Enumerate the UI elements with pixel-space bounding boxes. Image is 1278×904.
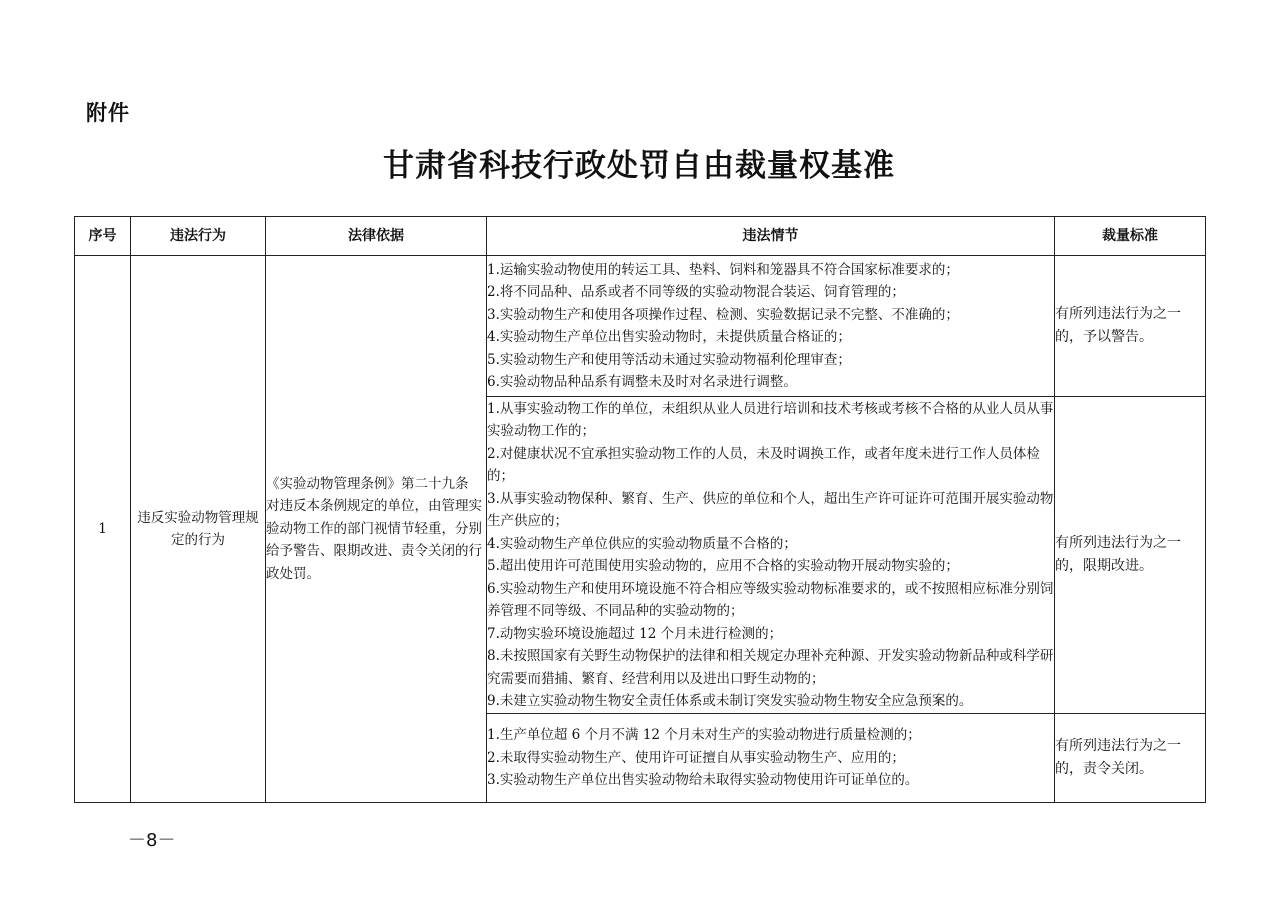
- detail-item: 3.从事实验动物保种、繁育、生产、供应的单位和个人，超出生产许可证许可范围开展实验动物生产供应的；: [487, 490, 1054, 529]
- detail-item: 1.运输实验动物使用的转运工具、垫料、饲料和笼器具不符合国家标准要求的；: [487, 261, 959, 278]
- detail-item: 4.实验动物生产单位出售实验动物时，未提供质量合格证的；: [487, 329, 851, 345]
- detail-item: 1.从事实验动物工作的单位，未组织从业人员进行培训和技术考核或考核不合格的从业人员从事实验动物工作的；: [487, 400, 1054, 439]
- detail-item: 6.实验动物品种品系有调整未及时对名录进行调整。: [487, 374, 797, 390]
- detail-item: 1.生产单位超 6 个月不满 12 个月未对生产的实验动物进行质量检测的；: [487, 727, 921, 744]
- detail-item: 5.实验动物生产和使用等活动未通过实验动物福利伦理审查；: [487, 351, 851, 368]
- standard-rectify: 有所列违法行为之一的，限期改进。: [1055, 397, 1206, 714]
- header-no: 序号: [75, 217, 131, 256]
- header-basis: 法律依据: [266, 217, 487, 256]
- header-standard: 裁量标准: [1055, 217, 1206, 256]
- table-row: [75, 256, 1206, 397]
- detail-item: 3.实验动物生产单位出售实验动物给未取得实验动物使用许可证单位的。: [487, 772, 919, 789]
- page-number: －8－: [128, 830, 176, 851]
- detail-item: 7.动物实验环境设施超过 12 个月未进行检测的；: [487, 625, 783, 642]
- detail-item: 4.实验动物生产单位供应的实验动物质量不合格的；: [487, 535, 797, 552]
- detail-item: 2.未取得实验动物生产、使用许可证擅自从事实验动物生产、应用的；: [487, 749, 905, 766]
- attachment-label: 附件: [86, 101, 130, 125]
- detail-item: 5.超出使用许可范围使用实验动物的，应用不合格的实验动物开展动物实验的；: [487, 558, 959, 574]
- detail-item: 9.未建立实验动物生物安全责任体系或未制订突发实验动物生物安全应急预案的。: [487, 693, 973, 709]
- table-header-row: [75, 217, 1206, 256]
- standard-warning: 有所列违法行为之一的，予以警告。: [1055, 256, 1206, 397]
- discretion-standard-table: [74, 216, 1206, 803]
- document-title: 甘肃省科技行政处罚自由裁量权基准: [383, 148, 895, 184]
- detail-item: 6.实验动物生产和使用环境设施不符合相应等级实验动物标准要求的，或不按照相应标准分别饲养管理不同等级、不同品种的实验动物的；: [487, 580, 1054, 619]
- standard-closure: 有所列违法行为之一的，责令关闭。: [1055, 714, 1206, 803]
- violation-act: 违反实验动物管理规定的行为: [131, 256, 266, 803]
- row-number: 1: [75, 256, 131, 803]
- violation-details-group-3: [487, 714, 1055, 803]
- header-act: 违法行为: [131, 217, 266, 256]
- detail-item: 8.未按照国家有关野生动物保护的法律和相关规定办理补充种源、开发实验动物新品种或科学研究需要而猎捕、繁育、经营利用以及进出口野生动物的；: [487, 648, 1054, 687]
- detail-item: 3.实验动物生产和使用各项操作过程、检测、实验数据记录不完整、不准确的；: [487, 306, 959, 323]
- header-detail: 违法情节: [487, 217, 1055, 256]
- violation-details-group-1: [487, 256, 1055, 397]
- legal-basis: 《实验动物管理条例》第二十九条 对违反本条例规定的单位，由管理实验动物工作的部门视情节轻重，分别给予警告、限期改进、责令关闭的行政处罚。: [266, 256, 487, 803]
- detail-item: 2.将不同品种、品系或者不同等级的实验动物混合装运、饲育管理的；: [487, 284, 905, 300]
- detail-item: 2.对健康状况不宜承担实验动物工作的人员，未及时调换工作，或者年度未进行工作人员体检的；: [487, 445, 1040, 484]
- violation-details-group-2: [487, 397, 1055, 714]
